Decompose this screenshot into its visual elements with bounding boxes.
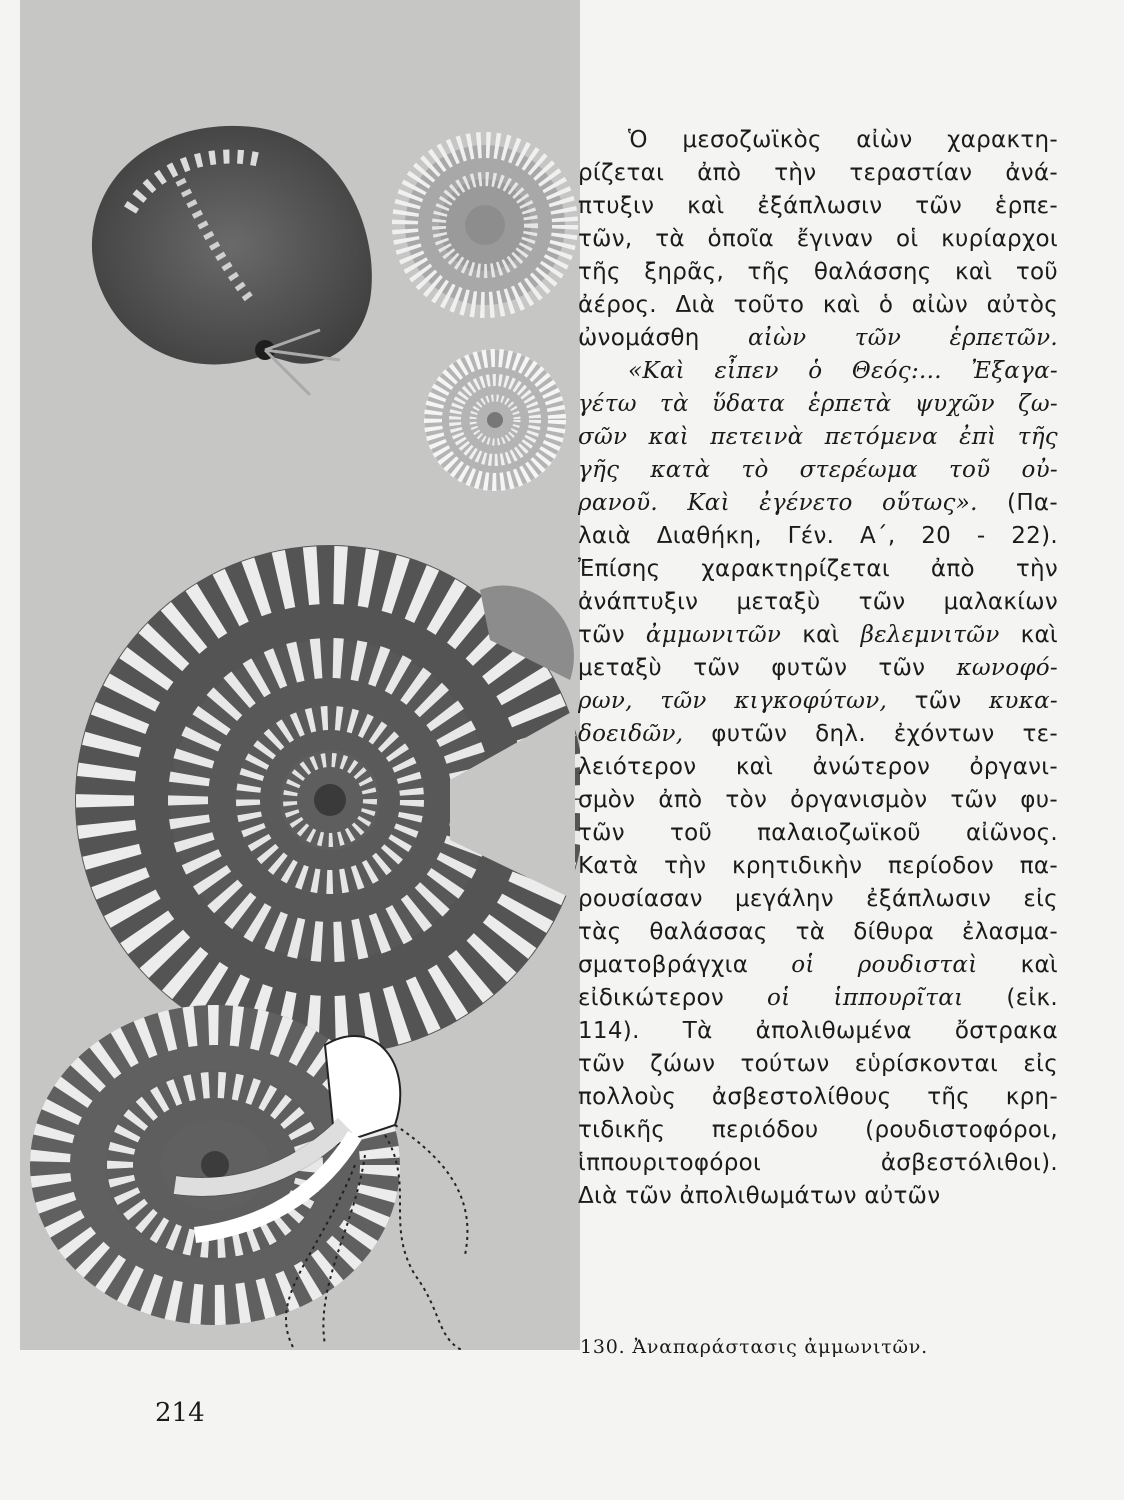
text-line <box>578 1048 1058 1081</box>
italic-text: οἱ ἱππουρῖται <box>767 985 964 1011</box>
text-line <box>578 1114 1058 1147</box>
text-line <box>578 949 1058 982</box>
text-line <box>578 454 1058 487</box>
text-line <box>578 157 1058 190</box>
ammonite-illustration <box>20 0 580 1350</box>
text-segment: Κατὰ τὴν κρητιδικὴν περίοδον πα- <box>578 853 1058 879</box>
italic-text: κυκα- <box>989 688 1058 714</box>
page-number: 214 <box>155 1398 205 1428</box>
text-line <box>578 487 1058 520</box>
text-line <box>578 916 1058 949</box>
text-line <box>578 619 1058 652</box>
italic-text: βελεμνιτῶν <box>860 622 1000 648</box>
text-segment: ρουσίασαν μεγάλην ἐξάπλωσιν εἰς <box>578 886 1058 912</box>
italic-text: «Καὶ εἶπεν ὁ Θεός:... Ἐξαγα- <box>628 358 1058 384</box>
figure-caption: 130. Ἀναπαράστασις ἀμμωνιτῶν. <box>580 1336 928 1358</box>
ammonite-medium <box>405 145 565 305</box>
italic-text: ρανοῦ. Καὶ ἐγένετο οὕτως». <box>578 490 978 516</box>
italic-text: σῶν καὶ πετεινὰ πετόμενα ἐπὶ τῆς <box>578 424 1058 450</box>
text-line <box>578 190 1058 223</box>
text-segment: ὠνομάσθη <box>578 325 748 351</box>
ammonite-ribbed-large <box>75 545 580 1055</box>
text-segment: σμὸν ἀπὸ τὸν ὀργανισμὸν τῶν φυ- <box>578 787 1058 813</box>
text-line <box>578 388 1058 421</box>
text-line <box>578 883 1058 916</box>
text-segment: τῆς ξηρᾶς, τῆς θαλάσσης καὶ τοῦ <box>578 259 1058 285</box>
text-line <box>578 982 1058 1015</box>
text-segment: μεταξὺ τῶν φυτῶν τῶν <box>578 655 957 681</box>
italic-text: ἀμμωνιτῶν <box>645 622 782 648</box>
text-segment: καὶ <box>977 952 1058 978</box>
text-segment: Ὁ μεσοζωϊκὸς αἰὼν χαρακτη- <box>628 127 1058 153</box>
italic-text: γῆς κατὰ τὸ στερέωμα τοῦ οὐ- <box>578 457 1058 483</box>
text-line <box>578 718 1058 751</box>
ammonite-plate <box>20 0 580 1350</box>
text-segment: 114). Τὰ ἀπολιθωμένα ὄστρακα <box>578 1018 1058 1044</box>
text-line <box>578 784 1058 817</box>
text-segment: καὶ <box>781 622 861 648</box>
text-segment: πολλοὺς ἀσβεστολίθους τῆς κρη- <box>578 1084 1058 1110</box>
text-segment: σματοβράγχια <box>578 952 792 978</box>
text-line <box>578 322 1058 355</box>
text-segment: φυτῶν δηλ. ἐχόντων τε- <box>683 721 1058 747</box>
text-segment: εἰδικώτερον <box>578 985 768 1011</box>
text-line <box>578 223 1058 256</box>
italic-text: αἰὼν τῶν ἑρπετῶν. <box>747 325 1058 351</box>
italic-text: ρων, τῶν κιγκοφύτων, <box>578 688 888 714</box>
text-line <box>578 289 1058 322</box>
text-line <box>578 1180 1058 1213</box>
ammonite-large-dark <box>92 126 372 395</box>
text-line <box>578 1081 1058 1114</box>
text-line <box>578 1015 1058 1048</box>
text-segment: τῶν, τὰ ὁποῖα ἔγιναν οἱ κυρίαρχοι <box>578 226 1058 252</box>
text-segment: Διὰ τῶν ἀπολιθωμάτων αὐτῶν <box>578 1183 941 1209</box>
text-segment: ρίζεται ἀπὸ τὴν τεραστίαν ἀνά- <box>578 160 1058 186</box>
text-line <box>578 586 1058 619</box>
text-segment: τῶν <box>887 688 990 714</box>
ammonite-reconstruction <box>30 1005 475 1350</box>
text-segment: τῶν <box>578 622 646 648</box>
text-segment: (εἰκ. <box>963 985 1058 1011</box>
text-segment: τῶν τοῦ παλαιοζωϊκοῦ αἰῶνος. <box>578 820 1058 846</box>
text-segment: Ἐπίσης χαρακτηρίζεται ἀπὸ τὴν <box>578 556 1058 582</box>
text-segment: τὰς θαλάσσας τὰ δίθυρα ἐλασμα- <box>578 919 1058 945</box>
italic-text: οἱ ρουδισταὶ <box>791 952 978 978</box>
text-line <box>578 124 1058 157</box>
ammonite-small <box>425 350 565 490</box>
text-segment: (Πα- <box>977 490 1058 516</box>
body-text <box>578 124 1058 1213</box>
text-line <box>578 256 1058 289</box>
text-line <box>578 652 1058 685</box>
italic-text: δοειδῶν, <box>578 721 684 747</box>
text-line <box>578 355 1058 388</box>
text-line <box>578 553 1058 586</box>
text-line <box>578 850 1058 883</box>
text-segment: ἀέρος. Διὰ τοῦτο καὶ ὁ αἰὼν αὐτὸς <box>578 292 1058 318</box>
text-line <box>578 685 1058 718</box>
italic-text: κωνοφό- <box>956 655 1058 681</box>
text-segment: τῶν ζώων τούτων εὑρίσκονται εἰς <box>578 1051 1058 1077</box>
text-segment: λαιὰ Διαθήκη, Γέν. Α΄, 20 - 22). <box>578 523 1058 549</box>
text-segment: καὶ <box>999 622 1058 648</box>
italic-text: γέτω τὰ ὕδατα ἑρπετὰ ψυχῶν ζω- <box>578 391 1058 417</box>
text-line <box>578 817 1058 850</box>
text-segment: τιδικῆς περιόδου (ρουδιστοφόροι, <box>578 1117 1058 1143</box>
text-line <box>578 751 1058 784</box>
text-line <box>578 1147 1058 1180</box>
text-segment: ἱππουριτοφόροι ἀσβεστόλιθοι). <box>578 1150 1058 1176</box>
text-segment: ἀνάπτυξιν μεταξὺ τῶν μαλακίων <box>578 589 1058 615</box>
text-line <box>578 520 1058 553</box>
text-segment: πτυξιν καὶ ἐξάπλωσιν τῶν ἑρπε- <box>578 193 1058 219</box>
text-line <box>578 421 1058 454</box>
text-segment: λειότερον καὶ ἀνώτερον ὀργανι- <box>578 754 1058 780</box>
